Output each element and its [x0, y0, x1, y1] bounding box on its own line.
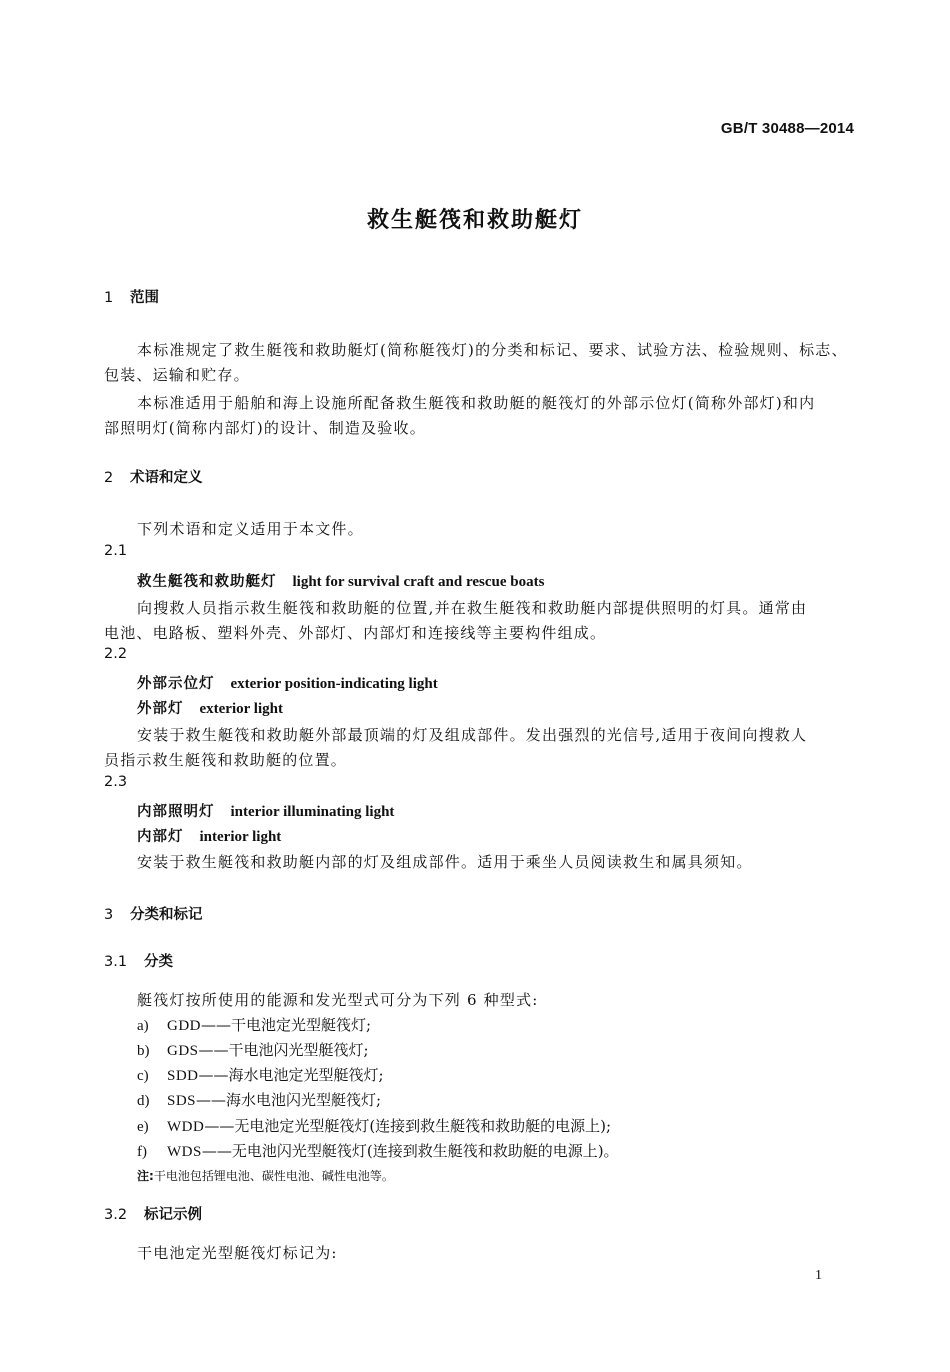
section-number: 1 — [104, 290, 114, 306]
section-number: 3.2 — [104, 1207, 128, 1223]
list-item — [137, 1089, 381, 1110]
section-3-heading — [104, 903, 203, 924]
paragraph-line: 干电池定光型艇筏灯标记为: — [137, 1244, 338, 1262]
definition-line: 安装于救生艇筏和救助艇内部的灯及组成部件。适用于乘坐人员阅读救生和属具须知。 — [137, 853, 753, 871]
list-marker: f) — [137, 1144, 147, 1160]
term-entry — [137, 672, 438, 693]
term-entry — [137, 697, 283, 718]
term-chinese: 内部灯 — [137, 829, 184, 845]
term-number: 2.2 — [104, 646, 128, 662]
term-english: exterior position-indicating light — [230, 676, 438, 692]
subsection-3-2-heading — [104, 1203, 202, 1224]
term-number: 2.3 — [104, 774, 128, 790]
type-description: ——干电池定光型艇筏灯; — [201, 1016, 372, 1034]
type-code: SDS — [167, 1093, 197, 1109]
note-text: 干电池包括锂电池、碳性电池、碱性电池等。 — [153, 1169, 394, 1183]
paragraph-line: 本标准规定了救生艇筏和救助艇灯(简称艇筏灯)的分类和标记、要求、试验方法、检验规则、标志、 — [137, 341, 848, 359]
type-code: WDS — [167, 1144, 202, 1160]
standard-number: GB/T 30488—2014 — [720, 120, 854, 137]
term-english: light for survival craft and rescue boats — [292, 574, 545, 590]
term-chinese: 救生艇筏和救助艇灯 — [137, 574, 277, 590]
document-title: 救生艇筏和救助艇灯 — [366, 208, 583, 233]
type-description: ——海水电池闪光型艇筏灯; — [196, 1091, 382, 1109]
type-description: ——无电池定光型艇筏灯(连接到救生艇筏和救助艇的电源上); — [204, 1117, 612, 1135]
type-description: ——无电池闪光型艇筏灯(连接到救生艇筏和救助艇的电源上)。 — [201, 1142, 619, 1160]
list-marker: e) — [137, 1119, 149, 1135]
page-number: 1 — [815, 1268, 822, 1283]
definition-line: 员指示救生艇筏和救助艇的位置。 — [104, 751, 348, 769]
term-chinese: 外部示位灯 — [137, 676, 215, 692]
term-english: interior light — [199, 829, 282, 845]
type-code: GDD — [167, 1018, 201, 1034]
type-code: GDS — [167, 1043, 199, 1059]
section-number: 2 — [104, 470, 114, 486]
type-code: WDD — [167, 1119, 205, 1135]
section-title: 范围 — [130, 290, 159, 306]
list-marker: a) — [137, 1018, 149, 1034]
type-code: SDD — [167, 1068, 199, 1084]
term-english: interior illuminating light — [230, 804, 395, 820]
section-title: 术语和定义 — [130, 470, 203, 486]
term-entry — [137, 570, 544, 591]
list-item — [137, 1014, 371, 1035]
term-entry — [137, 825, 281, 846]
definition-line: 电池、电路板、塑料外壳、外部灯、内部灯和连接线等主要构件组成。 — [104, 624, 607, 642]
type-description: ——海水电池定光型艇筏灯; — [198, 1066, 384, 1084]
note — [137, 1167, 394, 1184]
section-title: 分类 — [144, 954, 173, 970]
subsection-3-1-heading — [104, 950, 173, 971]
list-item — [137, 1140, 619, 1161]
list-marker: b) — [137, 1043, 150, 1059]
paragraph-line: 本标准适用于船舶和海上设施所配备救生艇筏和救助艇的艇筏灯的外部示位灯(简称外部灯)和内 — [137, 394, 816, 412]
type-description: ——干电池闪光型艇筏灯; — [198, 1041, 369, 1059]
section-2-heading — [104, 466, 203, 487]
paragraph-line: 部照明灯(简称内部灯)的设计、制造及验收。 — [104, 419, 426, 437]
section-number: 3.1 — [104, 954, 128, 970]
paragraph-line: 下列术语和定义适用于本文件。 — [137, 520, 364, 538]
term-entry — [137, 800, 394, 821]
paragraph-line: 艇筏灯按所使用的能源和发光型式可分为下列 6 种型式: — [137, 991, 539, 1009]
list-item — [137, 1039, 369, 1060]
list-item — [137, 1115, 611, 1136]
section-title: 标记示例 — [144, 1207, 202, 1223]
list-item — [137, 1064, 384, 1085]
list-marker: c) — [137, 1068, 149, 1084]
note-label: 注: — [137, 1169, 154, 1183]
section-1-heading — [104, 286, 159, 307]
list-marker: d) — [137, 1093, 150, 1109]
term-chinese: 内部照明灯 — [137, 804, 215, 820]
paragraph-line: 包装、运输和贮存。 — [104, 366, 250, 384]
term-english: exterior light — [199, 701, 283, 717]
term-chinese: 外部灯 — [137, 701, 184, 717]
section-title: 分类和标记 — [130, 907, 203, 923]
definition-line: 向搜救人员指示救生艇筏和救助艇的位置,并在救生艇筏和救助艇内部提供照明的灯具。通常由 — [137, 599, 808, 617]
section-number: 3 — [104, 907, 114, 923]
definition-line: 安装于救生艇筏和救助艇外部最顶端的灯及组成部件。发出强烈的光信号,适用于夜间向搜救人 — [137, 726, 808, 744]
term-number: 2.1 — [104, 543, 128, 559]
